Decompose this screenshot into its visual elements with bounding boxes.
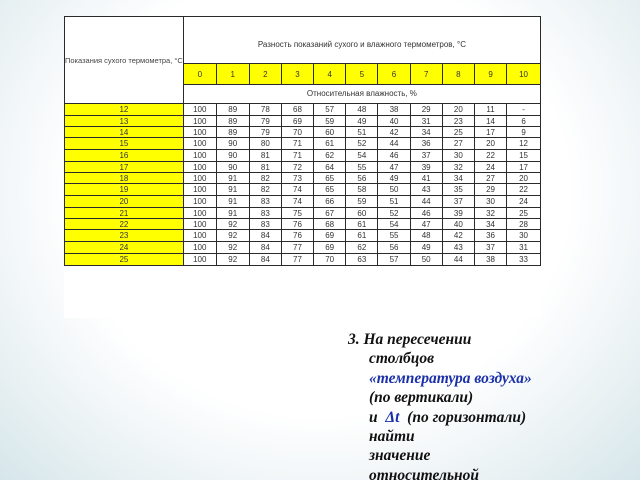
humidity-cell: 43 [442, 242, 474, 254]
humidity-cell: 39 [442, 208, 474, 219]
humidity-cell: 47 [410, 219, 442, 230]
humidity-cell: 41 [410, 173, 442, 184]
humidity-cell: 91 [216, 196, 249, 208]
row-temperature: 12 [65, 104, 184, 116]
table-row [65, 162, 541, 173]
humidity-cell: 75 [281, 208, 313, 219]
humidity-cell: 89 [216, 104, 249, 116]
humidity-cell: 36 [410, 138, 442, 150]
column-header-2: 2 [249, 64, 281, 85]
humidity-cell: 37 [442, 196, 474, 208]
humidity-cell: 20 [442, 104, 474, 116]
table-row [65, 104, 541, 116]
humidity-cell: 100 [183, 116, 216, 127]
humidity-cell: 67 [314, 208, 346, 219]
humidity-cell: 63 [346, 254, 378, 266]
humidity-cell: 57 [378, 254, 410, 266]
humidity-cell: 100 [183, 138, 216, 150]
humidity-cell: 83 [249, 219, 281, 230]
row-temperature: 22 [65, 219, 184, 230]
humidity-cell: 91 [216, 173, 249, 184]
humidity-cell: 33 [507, 254, 541, 266]
humidity-cell: 100 [183, 254, 216, 266]
humidity-cell: 90 [216, 162, 249, 173]
humidity-cell: 54 [378, 219, 410, 230]
humidity-cell: 34 [410, 127, 442, 138]
row-temperature: 17 [65, 162, 184, 173]
humidity-cell: 31 [410, 116, 442, 127]
humidity-cell: 47 [378, 162, 410, 173]
humidity-cell: 35 [442, 184, 474, 196]
table-row [65, 254, 541, 266]
caption-line-8: относительной [369, 466, 480, 484]
column-header-10: 10 [507, 64, 541, 85]
humidity-cell: 77 [281, 254, 313, 266]
humidity-cell: 100 [183, 162, 216, 173]
table-row [65, 116, 541, 127]
caption-line-1: 3. На пересечении [348, 331, 472, 348]
humidity-cell: 71 [281, 150, 313, 162]
table-row [65, 138, 541, 150]
humidity-cell: 29 [474, 184, 506, 196]
humidity-cell: 55 [378, 230, 410, 242]
humidity-cell: 73 [281, 173, 313, 184]
humidity-cell: 51 [346, 127, 378, 138]
humidity-cell: 100 [183, 208, 216, 219]
humidity-cell: 49 [410, 242, 442, 254]
humidity-cell: 15 [507, 150, 541, 162]
humidity-cell: 24 [474, 162, 506, 173]
humidity-cell: 69 [281, 116, 313, 127]
humidity-cell: 71 [281, 138, 313, 150]
humidity-cell: 6 [507, 116, 541, 127]
humidity-cell: 100 [183, 219, 216, 230]
humidity-cell: 46 [410, 208, 442, 219]
humidity-cell: 89 [216, 116, 249, 127]
humidity-cell: 74 [281, 184, 313, 196]
humidity-cell: 65 [314, 173, 346, 184]
humidity-cell: 92 [216, 230, 249, 242]
humidity-cell: 60 [314, 127, 346, 138]
humidity-cell: 44 [410, 196, 442, 208]
row-temperature: 16 [65, 150, 184, 162]
column-header-9: 9 [474, 64, 506, 85]
humidity-cell: 100 [183, 184, 216, 196]
caption-line-2: столбцов [369, 350, 435, 368]
table-row [65, 219, 541, 230]
caption-line-6: найти [369, 428, 415, 446]
row-temperature: 18 [65, 173, 184, 184]
humidity-cell: 62 [346, 242, 378, 254]
humidity-cell: 91 [216, 208, 249, 219]
humidity-cell: 59 [314, 116, 346, 127]
column-header-6: 6 [378, 64, 410, 85]
humidity-cell: 57 [314, 104, 346, 116]
humidity-cell: 27 [474, 173, 506, 184]
humidity-cell: 92 [216, 219, 249, 230]
humidity-cell: 22 [474, 150, 506, 162]
humidity-cell: 80 [249, 138, 281, 150]
caption-line-3: «температура воздуха» [369, 369, 532, 387]
row-temperature: 15 [65, 138, 184, 150]
table-row [65, 150, 541, 162]
humidity-cell: 44 [442, 254, 474, 266]
humidity-cell: 92 [216, 254, 249, 266]
humidity-cell: 64 [314, 162, 346, 173]
humidity-cell: 61 [346, 230, 378, 242]
table-row [65, 173, 541, 184]
caption-line-4: (по вертикали) [369, 389, 474, 407]
table-row [65, 127, 541, 138]
humidity-cell: 32 [442, 162, 474, 173]
humidity-cell: 68 [314, 219, 346, 230]
humidity-cell: 37 [474, 242, 506, 254]
table-row [65, 208, 541, 219]
table-row [65, 184, 541, 196]
table-row [65, 242, 541, 254]
humidity-cell: 28 [507, 219, 541, 230]
humidity-cell: 100 [183, 150, 216, 162]
humidity-cell: 100 [183, 196, 216, 208]
humidity-cell: 79 [249, 116, 281, 127]
humidity-cell: 49 [378, 173, 410, 184]
humidity-cell: 60 [346, 208, 378, 219]
humidity-cell: - [507, 104, 541, 116]
humidity-cell: 89 [216, 127, 249, 138]
row-temperature: 14 [65, 127, 184, 138]
humidity-cell: 40 [442, 219, 474, 230]
column-header-7: 7 [410, 64, 442, 85]
row-temperature: 25 [65, 254, 184, 266]
humidity-cell: 84 [249, 230, 281, 242]
humidity-cell: 48 [346, 104, 378, 116]
humidity-cell: 44 [378, 138, 410, 150]
humidity-cell: 66 [314, 196, 346, 208]
humidity-cell: 58 [346, 184, 378, 196]
humidity-cell: 56 [346, 173, 378, 184]
humidity-cell: 34 [442, 173, 474, 184]
humidity-cell: 32 [474, 208, 506, 219]
humidity-cell: 11 [474, 104, 506, 116]
humidity-cell: 70 [281, 127, 313, 138]
instruction-caption [348, 330, 640, 485]
corner-label: Показания сухого термометра, °C [65, 17, 184, 104]
humidity-cell: 82 [249, 173, 281, 184]
humidity-cell: 100 [183, 173, 216, 184]
humidity-cell: 52 [378, 208, 410, 219]
humidity-cell: 54 [346, 150, 378, 162]
humidity-cell: 84 [249, 254, 281, 266]
humidity-cell: 22 [507, 184, 541, 196]
humidity-cell: 9 [507, 127, 541, 138]
humidity-table-image [64, 16, 541, 318]
humidity-cell: 74 [281, 196, 313, 208]
humidity-cell: 81 [249, 162, 281, 173]
humidity-cell: 84 [249, 242, 281, 254]
column-header-0: 0 [183, 64, 216, 85]
humidity-cell: 37 [410, 150, 442, 162]
humidity-cell: 100 [183, 127, 216, 138]
humidity-cell: 42 [378, 127, 410, 138]
humidity-cell: 51 [378, 196, 410, 208]
humidity-cell: 20 [507, 173, 541, 184]
humidity-cell: 14 [474, 116, 506, 127]
humidity-cell: 76 [281, 230, 313, 242]
humidity-cell: 30 [474, 196, 506, 208]
column-header-3: 3 [281, 64, 313, 85]
humidity-cell: 17 [507, 162, 541, 173]
humidity-cell: 92 [216, 242, 249, 254]
humidity-cell: 30 [442, 150, 474, 162]
humidity-cell: 68 [281, 104, 313, 116]
humidity-cell: 100 [183, 242, 216, 254]
humidity-cell: 46 [378, 150, 410, 162]
humidity-cell: 91 [216, 184, 249, 196]
table-row [65, 196, 541, 208]
column-header-1: 1 [216, 64, 249, 85]
humidity-cell: 43 [410, 184, 442, 196]
humidity-cell: 56 [378, 242, 410, 254]
humidity-cell: 62 [314, 150, 346, 162]
humidity-cell: 77 [281, 242, 313, 254]
humidity-cell: 40 [378, 116, 410, 127]
table-row [65, 230, 541, 242]
humidity-cell: 83 [249, 208, 281, 219]
humidity-cell: 90 [216, 150, 249, 162]
humidity-cell: 90 [216, 138, 249, 150]
column-header-8: 8 [442, 64, 474, 85]
humidity-cell: 69 [314, 230, 346, 242]
humidity-cell: 20 [474, 138, 506, 150]
row-temperature: 13 [65, 116, 184, 127]
humidity-cell: 48 [410, 230, 442, 242]
humidity-cell: 42 [442, 230, 474, 242]
caption-line-7: значение [369, 447, 431, 465]
humidity-cell: 17 [474, 127, 506, 138]
humidity-cell: 100 [183, 104, 216, 116]
humidity-cell: 61 [314, 138, 346, 150]
humidity-cell: 25 [442, 127, 474, 138]
humidity-cell: 79 [249, 127, 281, 138]
humidity-cell: 50 [410, 254, 442, 266]
humidity-cell: 70 [314, 254, 346, 266]
humidity-cell: 36 [474, 230, 506, 242]
humidity-cell: 38 [474, 254, 506, 266]
row-temperature: 21 [65, 208, 184, 219]
column-header-5: 5 [346, 64, 378, 85]
humidity-cell: 55 [346, 162, 378, 173]
humidity-cell: 100 [183, 230, 216, 242]
humidity-cell: 25 [507, 208, 541, 219]
sub-header: Относительная влажность, % [183, 85, 540, 104]
humidity-cell: 59 [346, 196, 378, 208]
row-temperature: 19 [65, 184, 184, 196]
humidity-cell: 65 [314, 184, 346, 196]
humidity-cell: 72 [281, 162, 313, 173]
humidity-cell: 50 [378, 184, 410, 196]
row-temperature: 20 [65, 196, 184, 208]
humidity-cell: 34 [474, 219, 506, 230]
caption-line-5: и Δt (по горизонтали) [369, 408, 527, 426]
delta-t-symbol: Δt [385, 408, 400, 426]
humidity-cell: 29 [410, 104, 442, 116]
humidity-cell: 49 [346, 116, 378, 127]
humidity-cell: 69 [314, 242, 346, 254]
row-temperature: 24 [65, 242, 184, 254]
psychrometric-table [64, 16, 541, 266]
humidity-cell: 52 [346, 138, 378, 150]
humidity-cell: 61 [346, 219, 378, 230]
row-temperature: 23 [65, 230, 184, 242]
column-header-4: 4 [314, 64, 346, 85]
humidity-cell: 39 [410, 162, 442, 173]
humidity-cell: 24 [507, 196, 541, 208]
humidity-cell: 78 [249, 104, 281, 116]
humidity-cell: 38 [378, 104, 410, 116]
humidity-cell: 23 [442, 116, 474, 127]
humidity-cell: 76 [281, 219, 313, 230]
humidity-cell: 81 [249, 150, 281, 162]
humidity-cell: 83 [249, 196, 281, 208]
top-header: Разность показаний сухого и влажного термометров, °C [183, 17, 540, 64]
humidity-cell: 31 [507, 242, 541, 254]
humidity-cell: 27 [442, 138, 474, 150]
humidity-cell: 12 [507, 138, 541, 150]
humidity-cell: 30 [507, 230, 541, 242]
humidity-cell: 82 [249, 184, 281, 196]
